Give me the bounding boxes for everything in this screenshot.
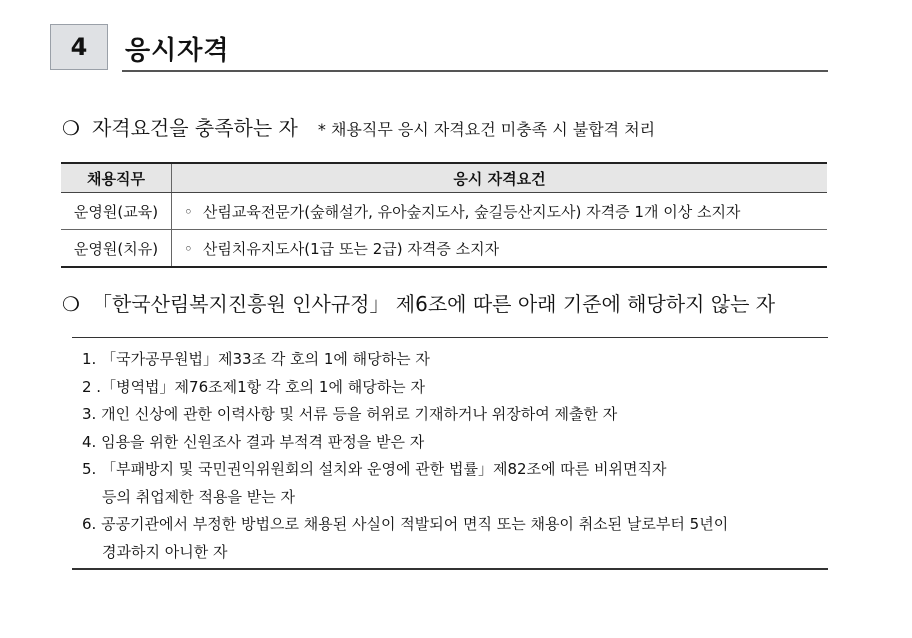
requirement-cell <box>172 230 828 268</box>
requirement-cell <box>172 193 828 230</box>
list-item: 5. 「부패방지 및 국민권익위원회의 설치와 운영에 관한 법률」제82조에 따른 비위면직자 <box>82 460 667 478</box>
circle-bullet-icon: ❍ <box>62 292 80 316</box>
condition-2-text: 「한국산림복지진흥원 인사규정」 제6조에 따른 아래 기준에 해당하지 않는 자 <box>91 292 776 316</box>
condition-2 <box>62 288 775 317</box>
section-header <box>50 24 828 74</box>
section-underline <box>122 70 828 72</box>
circle-bullet-icon: ❍ <box>62 116 80 140</box>
disqualification-list <box>72 337 828 570</box>
job-cell: 운영원(치유) <box>61 230 172 268</box>
condition-1 <box>62 112 655 141</box>
header-job: 채용직무 <box>61 163 172 193</box>
table-header-row <box>61 163 827 193</box>
table-row <box>61 230 827 268</box>
list-item-continuation: 경과하지 아니한 자 <box>102 542 228 561</box>
list-item: 3. 개인 신상에 관한 이력사항 및 서류 등을 허위로 기재하거나 위장하여 제출한 자 <box>82 405 618 423</box>
section-number: 4 <box>50 24 108 70</box>
condition-1-note: * 채용직무 응시 자격요건 미충족 시 불합격 처리 <box>317 120 656 139</box>
condition-1-text: 자격요건을 충족하는 자 <box>91 116 298 140</box>
section-title: 응시자격 <box>125 36 230 66</box>
list-item: 2 .「병역법」제76조제1항 각 호의 1에 해당하는 자 <box>82 377 425 396</box>
requirement-text: 산림치유지도사(1급 또는 2급) 자격증 소지자 <box>202 239 500 258</box>
requirement-text: 산림교육전문가(숲해설가, 유아숲지도사, 숲길등산지도사) 자격증 1개 이상 소지자 <box>202 202 741 221</box>
list-item: 4. 임용을 위한 신원조사 결과 부적격 판정을 받은 자 <box>82 432 425 451</box>
list-item: 6. 공공기관에서 부정한 방법으로 채용된 사실이 적발되어 면직 또는 채용이 취소된 날로부터 5년이 <box>82 515 729 533</box>
small-circle-bullet-icon: ◦ <box>184 239 193 258</box>
requirements-table <box>61 162 827 268</box>
list-item-continuation: 등의 취업제한 적용을 받는 자 <box>102 487 295 506</box>
job-cell: 운영원(교육) <box>61 193 172 230</box>
table-row <box>61 193 827 230</box>
small-circle-bullet-icon: ◦ <box>184 202 193 221</box>
header-requirement: 응시 자격요건 <box>172 163 828 193</box>
list-item: 1. 「국가공무원법」제33조 각 호의 1에 해당하는 자 <box>82 350 430 368</box>
